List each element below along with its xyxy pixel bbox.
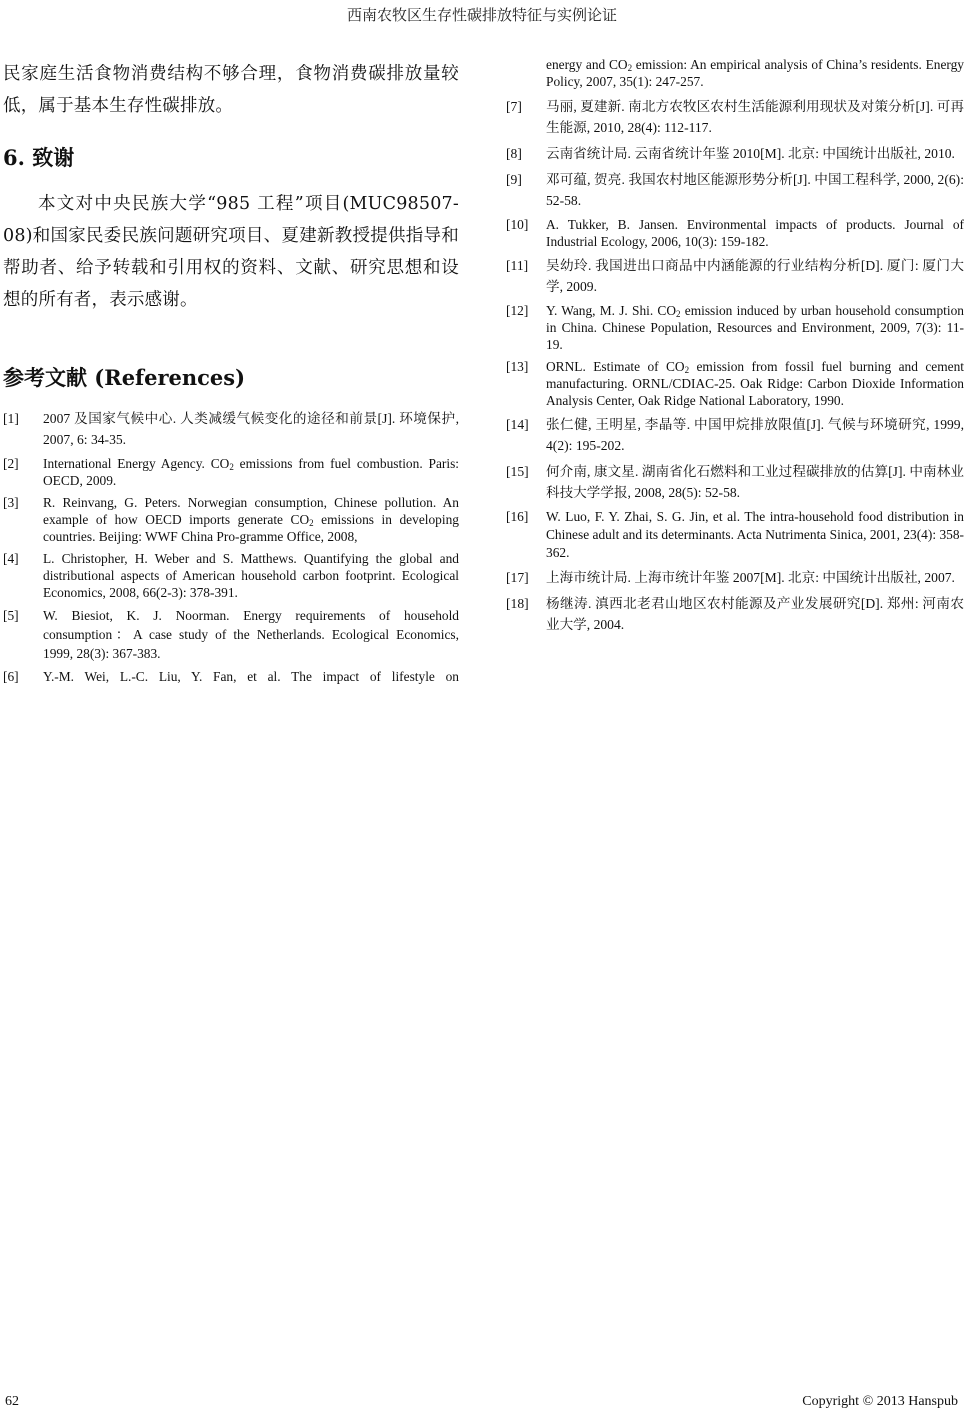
acknowledgement-heading: 6. 致谢 (3, 145, 75, 170)
reference-text: 上海市统计局. 上海市统计年鉴 2007[M]. 北京: 中国统计出版社, 2007. (546, 570, 955, 585)
reference-item (506, 593, 964, 635)
reference-number: [4] (3, 551, 19, 566)
reference-item (3, 668, 459, 685)
reference-item (506, 358, 964, 409)
reference-text: A. Tukker, B. Jansen. Environmental impacts of products. Journal of Industrial Ecology, 2006, 10(3): 159-182. (546, 217, 964, 249)
reference-number: [6] (3, 669, 19, 684)
reference-item (506, 96, 964, 138)
reference-number: [3] (3, 495, 19, 510)
references-heading: 参考文献 (References) (3, 365, 246, 390)
reference-item (506, 169, 964, 211)
subscript: 2 (676, 309, 681, 319)
subscript: 2 (684, 365, 690, 375)
reference-number: [15] (506, 464, 529, 479)
reference-text: 云南省统计局. 云南省统计年鉴 2010[M]. 北京: 中国统计出版社, 2010. (546, 146, 955, 161)
reference-number: [11] (506, 258, 529, 273)
reference-item (506, 143, 964, 164)
reference-item (506, 255, 964, 297)
running-title: 西南农牧区生存性碳排放特征与实例论证 (346, 6, 617, 24)
reference-continuation (506, 56, 964, 90)
reference-number: [1] (3, 411, 19, 426)
reference-text: emission from fossil fuel burning and cement manufacturing. ORNL/CDIAC-25. Oak Ridge: Carbon Dioxide Information Analysis Center, Oak Ridge National Laboratory, 1990. (546, 359, 964, 408)
reference-text: emission induced by urban household consumption in China. Chinese Population, Resources and Environment, 2009, 7(3): 11-19. (546, 303, 964, 352)
reference-number: [7] (506, 99, 522, 114)
reference-text: emissions from fuel combustion. Paris: OECD, 2009. (43, 456, 459, 488)
copyright-notice: Copyright © 2013 Hanspub (802, 1394, 958, 1409)
reference-number: [8] (506, 146, 522, 161)
reference-text: 张仁健, 王明星, 李晶等. 中国甲烷排放限值[J]. 气候与环境研究, 1999, 4(2): 195-202. (546, 417, 964, 453)
reference-item (3, 408, 459, 450)
reference-number: [17] (506, 570, 529, 585)
reference-text: L. Christopher, H. Weber and S. Matthews. Quantifying the global and distributional aspects of American household carbon footprint. Ecological Economics, 2008, 66(2-3): 378-391. (43, 551, 459, 600)
reference-text: 2007 及国家气候中心. 人类减缓气候变化的途径和前景[J]. 环境保护, 2007, 6: 34-35. (43, 411, 459, 447)
reference-number: [2] (3, 456, 19, 471)
reference-text: energy and CO (546, 57, 628, 72)
reference-item (506, 414, 964, 456)
reference-item (3, 550, 459, 601)
reference-number: [16] (506, 509, 529, 524)
reference-text: emission: An empirical analysis of China’s residents. Energy Policy, 2007, 35(1): 247-257. (546, 57, 964, 89)
reference-text: 吴幼玲. 我国进出口商品中内涵能源的行业结构分析[D]. 厦门: 厦门大学, 2009. (546, 258, 964, 294)
reference-text: emissions in developing countries. Beijing: WWF China Pro-gramme Office, 2008, (43, 512, 459, 544)
reference-item (3, 455, 459, 489)
reference-item (506, 508, 964, 562)
reference-number: [12] (506, 303, 529, 318)
acknowledgement-text: 本文对中央民族大学“985 工程”项目(MUC98507-08)和国家民委民族问题研究项目、夏建新教授提供指导和帮助者、给予转载和引用权的资料、文献、研究思想和设想的所有者，表示感谢。 (3, 194, 459, 310)
reference-item (506, 216, 964, 250)
reference-text: 何介南, 康文星. 湖南省化石燃料和工业过程碳排放的估算[J]. 中南林业科技大学学报, 2008, 28(5): 52-58. (546, 464, 964, 500)
reference-text: W. Biesiot, K. J. Noorman. Energy requirements of household consumption：A case study of the Netherlands. Ecological Economics, 1999, 28(3): 367-383. (43, 608, 459, 661)
subscript: 2 (229, 462, 234, 472)
reference-text: International Energy Agency. CO (43, 456, 230, 471)
reference-number: [5] (3, 608, 19, 623)
reference-number: [10] (506, 217, 529, 232)
reference-text: W. Luo, F. Y. Zhai, S. G. Jin, et al. The intra-household food distribution in Chinese adult and its determinants. Acta Nutrimenta Sinica, 2001, 23(4): 358-362. (546, 509, 964, 560)
reference-number: [13] (506, 359, 529, 374)
reference-number: [9] (506, 172, 522, 187)
reference-text: 邓可蕴, 贺亮. 我国农村地区能源形势分析[J]. 中国工程科学, 2000, 2(6): 52-58. (546, 172, 964, 208)
reference-text: Y.-M. Wei, L.-C. Liu, Y. Fan, et al. The impact of lifestyle on (43, 669, 459, 684)
reference-text: Y. Wang, M. J. Shi. CO (546, 303, 677, 318)
reference-item (3, 494, 459, 545)
reference-text: ORNL. Estimate of CO (546, 359, 685, 374)
subscript: 2 (627, 63, 633, 73)
subscript: 2 (309, 518, 314, 528)
reference-text: 杨继涛. 滇西北老君山地区农村能源及产业发展研究[D]. 郑州: 河南农业大学, 2004. (546, 596, 964, 632)
reference-text: 马丽, 夏建新. 南北方农牧区农村生活能源利用现状及对策分析[J]. 可再生能源, 2010, 28(4): 112-117. (546, 99, 964, 135)
page-number: 62 (5, 1394, 19, 1409)
reference-item (506, 302, 964, 353)
reference-text: R. Reinvang, G. Peters. Norwegian consumption, Chinese pollution. An example of how OECD imports generate CO (43, 495, 459, 527)
reference-number: [14] (506, 417, 529, 432)
reference-number: [18] (506, 596, 529, 611)
reference-item (3, 606, 459, 663)
right-column (506, 52, 964, 640)
reference-item (506, 567, 964, 588)
intro-paragraph: 民家庭生活食物消费结构不够合理，食物消费碳排放量较低，属于基本生存性碳排放。 (3, 64, 459, 116)
left-column (3, 50, 459, 690)
reference-item (506, 461, 964, 503)
